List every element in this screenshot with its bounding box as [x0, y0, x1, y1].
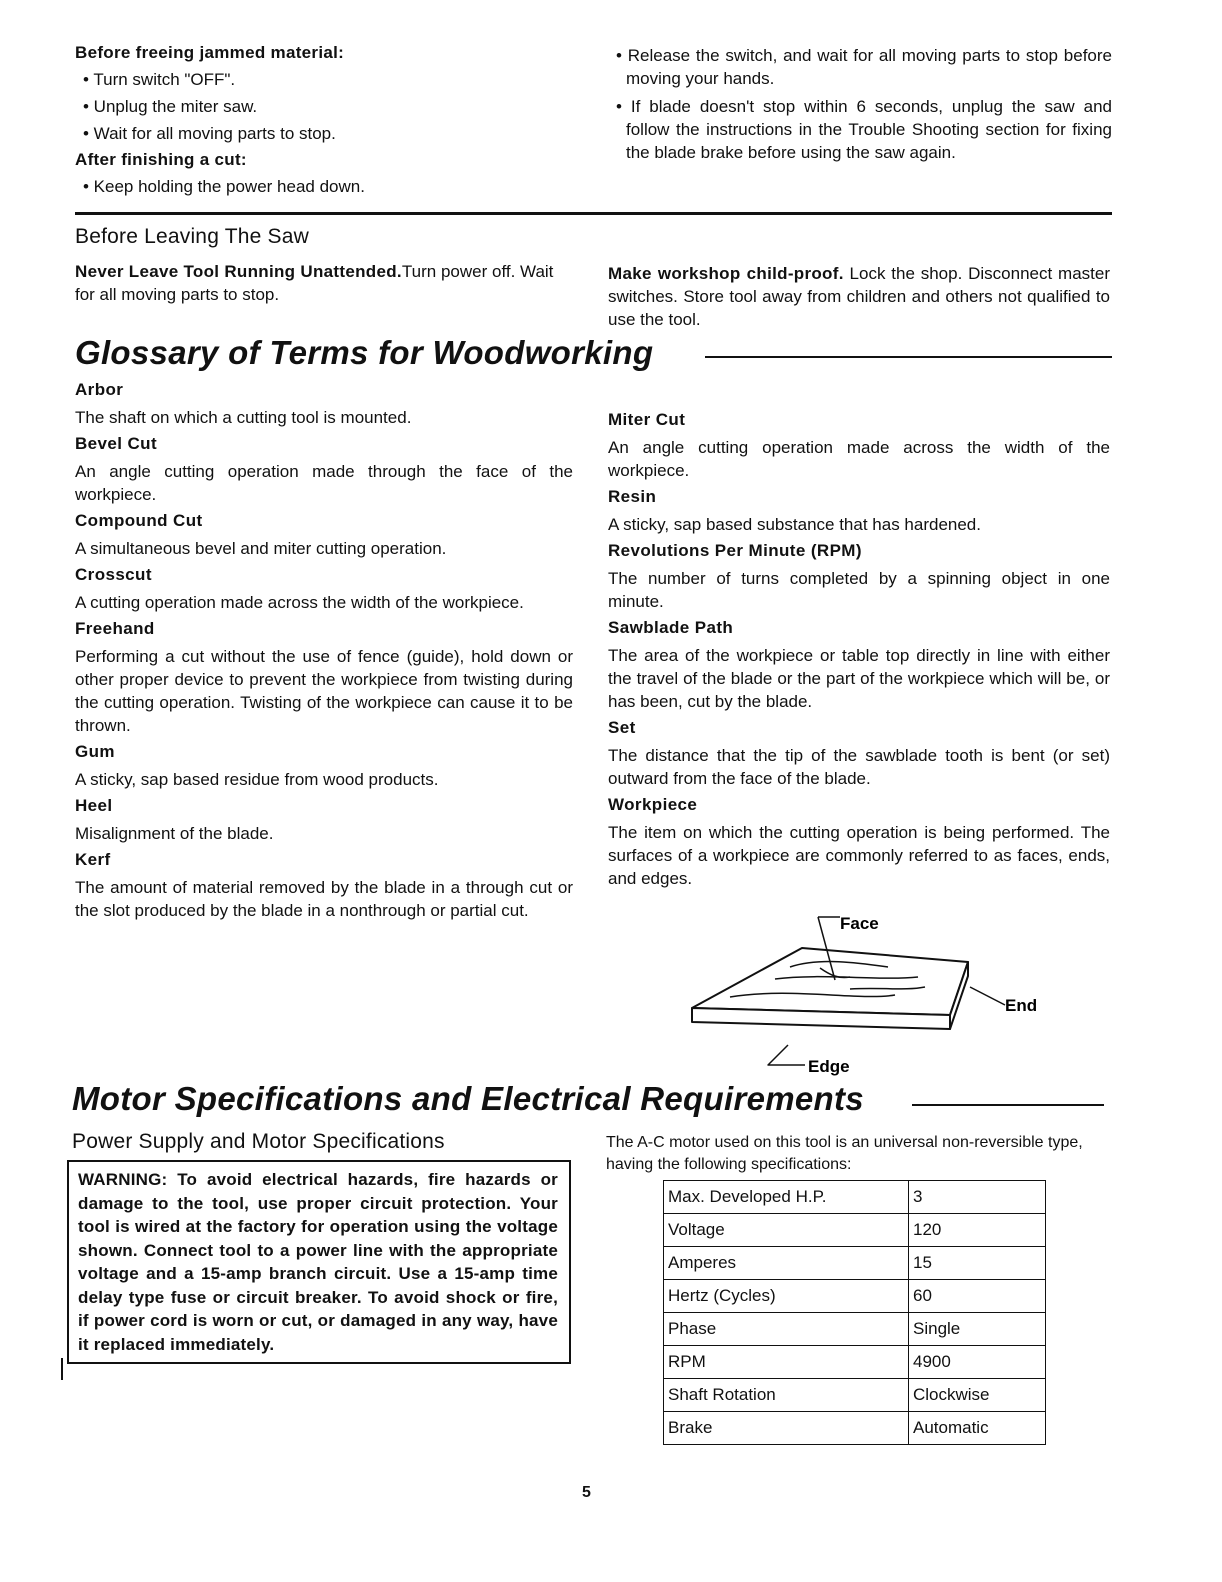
glossary-term: Compound Cut: [75, 511, 203, 530]
edge-label: Edge: [808, 1057, 850, 1076]
glossary-definition: The area of the workpiece or table top directly in line with either the travel of the blade or the part of the workpiece which will be, or has been, cut by the blade.: [608, 646, 1110, 711]
motor-spec-table: [663, 1180, 1046, 1445]
jam-item: • Unplug the miter saw.: [83, 97, 258, 116]
jam-safety-block: [75, 42, 573, 198]
glossary-definition: An angle cutting operation made across the width of the workpiece.: [608, 438, 1110, 480]
glossary-definition: A sticky, sap based residue from wood products.: [75, 770, 439, 789]
leaving-title: Before Leaving The Saw: [75, 225, 309, 248]
glossary-left-column: [75, 379, 573, 926]
motor-title-rule: [912, 1104, 1104, 1106]
glossary-right-column: [608, 409, 1110, 894]
glossary-definition: The shaft on which a cutting tool is mounted.: [75, 408, 412, 427]
glossary-term: Arbor: [75, 380, 124, 399]
spec-value: 3: [909, 1181, 1046, 1214]
jam-item: • Turn switch "OFF".: [83, 70, 236, 89]
glossary-term: Revolutions Per Minute (RPM): [608, 541, 862, 560]
spec-label: Voltage: [664, 1214, 909, 1247]
glossary-definition: Misalignment of the blade.: [75, 824, 274, 843]
table-row: [664, 1214, 1046, 1247]
page-number: 5: [582, 1484, 591, 1501]
spec-label: RPM: [664, 1346, 909, 1379]
jam-item: • Wait for all moving parts to stop.: [83, 124, 336, 143]
glossary-definition: The number of turns completed by a spinning object in one minute.: [608, 569, 1110, 611]
spec-value: 4900: [909, 1346, 1046, 1379]
spec-value: Automatic: [909, 1412, 1046, 1445]
glossary-term: Miter Cut: [608, 410, 686, 429]
glossary-definition: The amount of material removed by the blade in a through cut or the slot produced by the blade in a nonthrough or partial cut.: [75, 878, 573, 920]
glossary-definition: A simultaneous bevel and miter cutting operation.: [75, 539, 447, 558]
release-safety-block: [600, 44, 1112, 164]
table-row: [664, 1346, 1046, 1379]
warning-box: WARNING: To avoid electrical hazards, fire hazards or damage to the tool, use proper circuit protection. Your tool is wired at the factory for operation using the voltage shown. Connect tool to a power line with the appropriate voltage and a 15-amp branch circuit. Use a 15-amp time delay type fuse or circuit breaker. To avoid shock or fire, if power cord is worn or cut, or damaged in any way, have it replaced immediately.: [67, 1160, 571, 1364]
table-row: [664, 1181, 1046, 1214]
glossary-term: Freehand: [75, 619, 155, 638]
glossary-term: Resin: [608, 487, 657, 506]
release-item: • If blade doesn't stop within 6 seconds, unplug the saw and follow the instructions in the Trouble Shooting section for fixing the blade brake before using the saw again.: [616, 97, 1112, 162]
spec-value: Single: [909, 1313, 1046, 1346]
glossary-definition: A cutting operation made across the width of the workpiece.: [75, 593, 524, 612]
power-supply-subtitle: Power Supply and Motor Specifications: [72, 1130, 445, 1153]
leaving-right-body: Lock the shop. Disconnect master switches. Store tool away from children and others not qualified to use the tool.: [608, 264, 1110, 329]
glossary-term: Sawblade Path: [608, 618, 734, 637]
glossary-term: Heel: [75, 796, 113, 815]
leaving-left-bold: Never Leave Tool Running Unattended.: [75, 262, 402, 281]
margin-bar: [61, 1358, 63, 1380]
table-row: [664, 1379, 1046, 1412]
spec-value: 120: [909, 1214, 1046, 1247]
glossary-term: Kerf: [75, 850, 111, 869]
release-item: • Release the switch, and wait for all moving parts to stop before moving your hands.: [616, 46, 1112, 88]
finish-heading: After finishing a cut:: [75, 150, 247, 169]
table-row: [664, 1313, 1046, 1346]
leaving-right-text: [608, 262, 1110, 331]
spec-label: Phase: [664, 1313, 909, 1346]
glossary-definition: The distance that the tip of the sawblade tooth is bent (or set) outward from the face of the blade.: [608, 746, 1110, 788]
end-label: End: [1005, 996, 1038, 1015]
finish-item: • Keep holding the power head down.: [83, 177, 365, 196]
motor-intro: The A-C motor used on this tool is an universal non-reversible type, having the following specifications:: [606, 1134, 1083, 1173]
spec-label: Max. Developed H.P.: [664, 1181, 909, 1214]
motor-title: Motor Specifications and Electrical Requirements: [72, 1080, 864, 1117]
spec-label: Shaft Rotation: [664, 1379, 909, 1412]
glossary-definition: The item on which the cutting operation is being performed. The surfaces of a workpiece are commonly referred to as faces, ends, and edges.: [608, 823, 1110, 888]
glossary-term: Bevel Cut: [75, 434, 158, 453]
leaving-left-body: Turn power off. Wait for all moving parts to stop.: [75, 262, 554, 304]
leaving-left-text: [75, 260, 555, 306]
table-row: [664, 1280, 1046, 1313]
leaving-right-bold: Make workshop child-proof.: [608, 264, 844, 283]
glossary-term: Set: [608, 718, 636, 737]
section-divider: [75, 212, 1112, 215]
glossary-term: Workpiece: [608, 795, 698, 814]
jam-heading: Before freeing jammed material:: [75, 43, 345, 62]
glossary-definition: Performing a cut without the use of fence (guide), hold down or other proper device to prevent the workpiece from twisting during the cutting operation. Twisting of the workpiece can cause it to be thrown.: [75, 647, 573, 735]
table-row: [664, 1412, 1046, 1445]
table-row: [664, 1247, 1046, 1280]
spec-label: Amperes: [664, 1247, 909, 1280]
spec-value: Clockwise: [909, 1379, 1046, 1412]
spec-value: 15: [909, 1247, 1046, 1280]
glossary-term: Crosscut: [75, 565, 152, 584]
glossary-definition: A sticky, sap based substance that has hardened.: [608, 515, 981, 534]
glossary-title-rule: [705, 356, 1112, 358]
spec-value: 60: [909, 1280, 1046, 1313]
glossary-term: Gum: [75, 742, 115, 761]
spec-label: Hertz (Cycles): [664, 1280, 909, 1313]
glossary-title: Glossary of Terms for Woodworking: [75, 334, 654, 371]
glossary-definition: An angle cutting operation made through the face of the workpiece.: [75, 462, 573, 504]
spec-label: Brake: [664, 1412, 909, 1445]
face-label: Face: [840, 914, 879, 933]
workpiece-diagram: [680, 905, 1080, 1085]
